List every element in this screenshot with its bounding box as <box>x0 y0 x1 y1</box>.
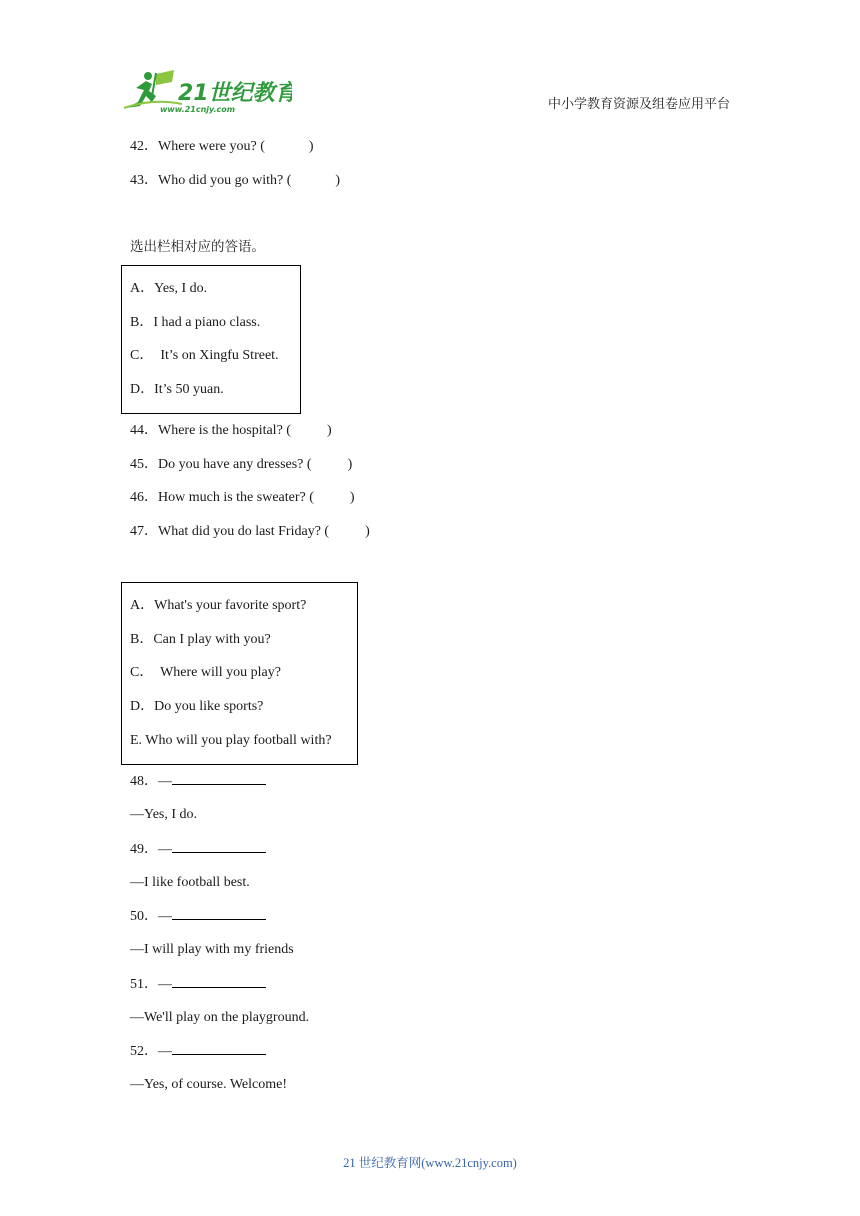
platform-title: 中小学教育资源及组卷应用平台 <box>548 97 731 112</box>
option-b: B．Can I play with you? <box>130 632 271 647</box>
svg-text:21世纪教育: 21世纪教育 <box>178 81 292 106</box>
question-47: 47．What did you do last Friday? ( ) <box>130 524 370 539</box>
dialog-48-prompt: 48．— <box>130 772 266 791</box>
answer-blank[interactable] <box>172 772 266 785</box>
question-42: 42．Where were you? ( ) <box>130 139 314 154</box>
question-44: 44．Where is the hospital? ( ) <box>130 423 332 438</box>
dialog-52-answer: —Yes, of course. Welcome! <box>130 1077 287 1092</box>
option-d: D．Do you like sports? <box>130 699 264 714</box>
runner-logo-icon <box>122 68 292 114</box>
question-46: 46．How much is the sweater? ( ) <box>130 490 355 505</box>
option-a: A．Yes, I do. <box>130 281 208 296</box>
dialog-52-prompt: 52．— <box>130 1042 266 1061</box>
dialog-49-prompt: 49．— <box>130 840 266 859</box>
question-text: Where were you? ( <box>158 139 265 154</box>
section-instruction: 选出栏相对应的答语。 <box>130 239 265 255</box>
option-e: E. Who will you play football with? <box>130 733 332 748</box>
dialog-49-answer: —I like football best. <box>130 875 250 890</box>
question-43: 43．Who did you go with? ( ) <box>130 173 341 188</box>
answer-blank[interactable] <box>172 840 266 853</box>
option-a: A．What's your favorite sport? <box>130 598 307 613</box>
site-logo <box>122 68 292 114</box>
question-number: 43． <box>130 173 158 188</box>
dialog-51-answer: —We'll play on the playground. <box>130 1010 310 1025</box>
dialog-51-prompt: 51．— <box>130 975 266 994</box>
answer-blank[interactable] <box>172 1042 266 1055</box>
option-b: B．I had a piano class. <box>130 315 261 330</box>
svg-text:www.21cnjy.com: www.21cnjy.com <box>160 105 236 114</box>
question-text: Who did you go with? ( <box>158 173 292 188</box>
option-d: D．It’s 50 yuan. <box>130 382 224 397</box>
answer-blank[interactable] <box>172 975 266 988</box>
answer-blank[interactable] <box>172 907 266 920</box>
dialog-50-answer: —I will play with my friends <box>130 942 294 957</box>
question-45: 45．Do you have any dresses? ( ) <box>130 457 353 472</box>
option-c: C． It’s on Xingfu Street. <box>130 348 279 363</box>
dialog-50-prompt: 50．— <box>130 907 266 926</box>
option-c: C． Where will you play? <box>130 665 281 680</box>
question-number: 42． <box>130 139 158 154</box>
footer-link[interactable]: 21 世纪教育网(www.21cnjy.com) <box>343 1156 517 1170</box>
dialog-48-answer: —Yes, I do. <box>130 807 198 822</box>
